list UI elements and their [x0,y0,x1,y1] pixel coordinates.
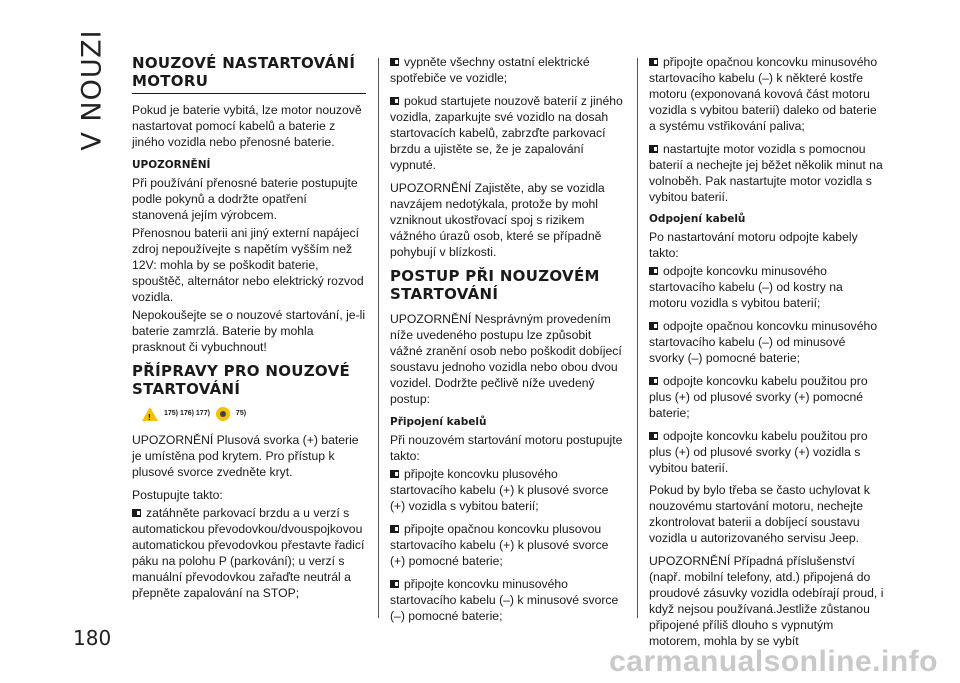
list-item: vypněte všechny ostatní elektrické spotřebiče ve vozidle; [390,55,590,85]
list-item: připojte koncovku minusového startovacího kabelu (–) k minusové svorce (–) pomocné baterie; [390,577,619,623]
section-title-procedure: POSTUP PŘI NOUZOVÉM STARTOVÁNÍ [390,267,600,303]
column-divider [637,58,638,618]
reference-icons [142,406,366,422]
subheading-disconnecting-cables: Odpojení kabelů [649,213,746,225]
bullet-icon [390,470,399,478]
attention-refs: 75) [235,410,247,417]
bullet-icon [132,509,141,517]
paragraph: Při nouzovém startování motoru postupujte takto: [390,433,623,463]
column-1 [132,54,366,608]
intro-paragraph: Pokud je baterie vybitá, lze motor nouzově nastartovat pomocí kabelů a baterie z jiného vozidla nebo přenosné baterie. [132,103,362,149]
section-title-preparation: PŘÍPRAVY PRO NOUZOVÉ STARTOVÁNÍ [132,362,351,398]
list-item: připojte opačnou koncovku minusového startovacího kabelu (–) k některé kostře motoru (exponovaná kovová část motoru vozidla s vybitou baterií) daleko od baterie a systému vstřikování paliva; [649,55,878,133]
list-item: pokud startujete nouzově baterií z jiného vozidla, zaparkujte své vozidlo na dosah startovacích kabelů, zabrzďte parkovací brzdu a ujistěte se, že je zapalování vypnuté. [390,94,623,172]
list-item: připojte koncovku plusového startovacího kabelu (+) k plusové svorce (+) vozidla s vybitou baterií; [390,467,609,513]
paragraph: UPOZORNĚNÍ Plusová svorka (+) baterie je umístěna pod krytem. Pro přístup k plusové svorce zvedněte kryt. [132,433,359,479]
chapter-side-label [72,30,112,150]
column-3 [649,54,884,656]
column-2 [390,54,625,631]
attention-icon [216,407,230,421]
column-divider [378,58,379,618]
list-item: odpojte koncovku minusového startovacího kabelu (–) od kostry na motoru vozidla s vybitou baterií; [649,264,843,310]
bullet-icon [649,322,658,330]
page-number: 180 [73,626,112,650]
list-item: odpojte koncovku kabelu použitou pro plus (+) od plusové svorky (+) pomocné baterie; [649,374,868,420]
paragraph: UPOZORNĚNÍ Zajistěte, aby se vozidla navzájem nedotýkala, protože by mohl vzniknout ukostřovací spoj s rizikem vážného úrazů osob, které se případně pohybují v blízkosti. [390,181,605,259]
bullet-icon [390,525,399,533]
watermark: carmanualsonline.info [609,645,938,678]
list-item: připojte opačnou koncovku plusovou startovacího kabelu (+) k plusové svorce (+) pomocné baterie; [390,522,609,568]
list-item: odpojte opačnou koncovku minusového startovacího kabelu (–) od minusové svorky (–) pomocné baterie; [649,319,878,365]
bullet-icon [649,267,658,275]
bullet-icon [390,580,399,588]
list-item: zatáhněte parkovací brzdu a u verzí s automatickou převodovkou/dvouspojkovou automatickou převodovkou přestavte řadicí páku na polohu P (parkování); u verzí s manuální převodovkou zařaďte neutrál a přepněte zapalování na STOP; [132,506,365,600]
warning-heading: UPOZORNĚNÍ [132,159,211,171]
bullet-icon [649,58,658,66]
paragraph: UPOZORNĚNÍ Nesprávným provedením níže uvedeného postupu lze způsobit vážné zranění osob nebo poškodit dobíjecí soustavu jednoho vozidla nebo obou dvou vozidel. Dodržte pečlivě níže uvedený postup: [390,312,622,406]
paragraph: Pokud by bylo třeba se často uchylovat k nouzovému startování motoru, nechejte zkontrolovat baterii a dobíjecí soustavu vozidla u autorizovaného servisu Jeep. [649,483,870,545]
warning-paragraph: Přenosnou baterii ani jiný externí napájecí zdroj nepoužívejte s napětím vyšším než 12V: mohla by se poškodit baterie, spouštěč, alternátor nebo elektrický rozvod vozidla. [132,226,364,304]
bullet-icon [649,432,658,440]
warning-paragraph: Nepokoušejte se o nouzové startování, je-li baterie zamrzlá. Baterie by mohla prasknout či vybuchnout! [132,308,366,354]
paragraph: UPOZORNĚNÍ Případná příslušenství (např. mobilní telefony, atd.) připojená do proudové zásuvky vozidla odebírají proud, i když nejsou používaná.Jestliže zůstanou připojené příliš dlouho s vypnutým motorem, mohla by se vybít [649,554,884,648]
bullet-icon [390,97,399,105]
paragraph: Po nastartování motoru odpojte kabely takto: [649,230,858,260]
chapter-side-label-text: V NOUZI [76,29,108,151]
section-title-emergency-start: NOUZOVÉ NASTARTOVÁNÍ MOTORU [132,54,366,94]
bullet-icon [649,377,658,385]
paragraph: Postupujte takto: [132,488,223,502]
list-item: odpojte koncovku kabelu použitou pro plus (+) od plusové svorky (+) vozidla s vybitou baterií. [649,429,868,475]
bullet-icon [649,145,658,153]
list-item: nastartujte motor vozidla s pomocnou baterií a nechejte jej běžet několik minut na volnoběh. Pak nastartujte motor vozidla s vybitou baterií. [649,142,883,204]
subheading-connecting-cables: Připojení kabelů [390,416,487,428]
warning-paragraph: Při používání přenosné baterie postupujte podle pokynů a dodržte opatření stanovená jejím výrobcem. [132,176,358,222]
warning-triangle-icon [142,407,158,421]
warning-refs: 175) 176) 177) [164,410,210,417]
bullet-icon [390,58,399,66]
